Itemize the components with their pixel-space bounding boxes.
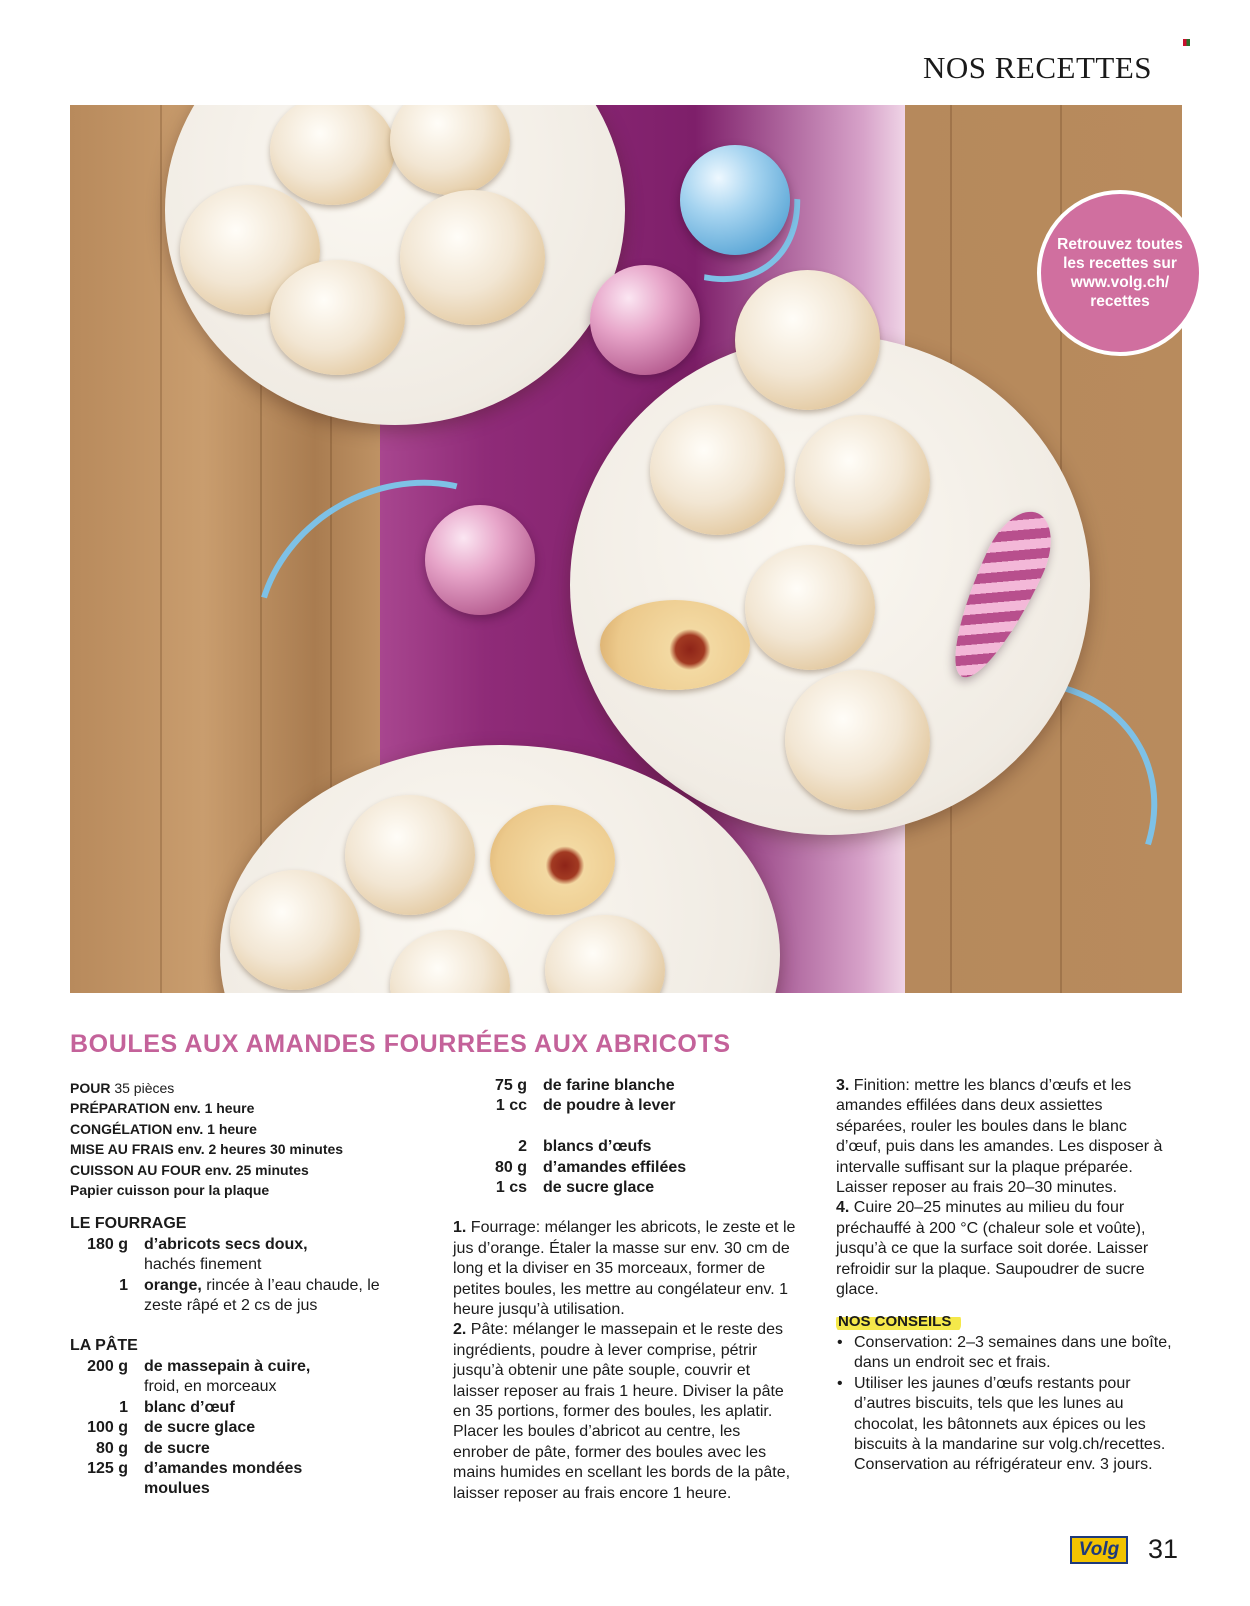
ingredient-row: 75 g de farine blanche (494, 1077, 675, 1094)
recipe-meta (70, 1078, 400, 1200)
cookie-halved (600, 600, 750, 690)
extra-ingredients (475, 1076, 686, 1198)
recipe-photo (70, 105, 1182, 993)
tip-item: • Utiliser les jaunes d’œufs restants pour d’autres biscuits, tels que les lunes au chocolat, les bâtonnets aux épices ou les biscuits à la mandarine sur volg.ch/recettes. Conservation au réfrigérateur env. 3 jours. (854, 1374, 1176, 1476)
ingredient-row: 80 g d’amandes effilées (494, 1158, 687, 1176)
cookie (345, 795, 475, 915)
flag-icon (1183, 33, 1190, 40)
cookie (795, 415, 930, 545)
filling-ingredients (70, 1235, 400, 1317)
ingredient-row: 125 g d’amandes mondées moulues (87, 1459, 303, 1498)
ingredient-row: 1 cc de poudre à lever (495, 1097, 676, 1115)
ingredient-row: 200 g de massepain à cuire, froid, en morceaux (87, 1357, 311, 1396)
cookie (745, 545, 875, 670)
ingredient-row: 100 g de sucre glace (87, 1419, 256, 1437)
ingredient-row: 1 orange, rincée à l’eau chaude, le zeste râpé et 2 cs de jus (119, 1276, 380, 1315)
meta-equipment: Papier cuisson pour la plaque (70, 1182, 270, 1199)
section-title: NOS RECETTES (922, 50, 1152, 85)
cookie (735, 270, 880, 410)
step-3: 3. Finition: mettre les blancs d’œufs et les amandes effilées dans deux assiettes séparées, rouler les boules dans le blanc d’œuf, puis dans les amandes. Les disposer à intervalle suffisant sur la plaque préparée. Laisser reposer au frais 20–30 minutes. (836, 1077, 1163, 1197)
dough-ingredients (70, 1357, 314, 1500)
step-4: 4. Cuire 20–25 minutes au milieu du four préchauffé à 200 °C (chaleur sole et voûte), jusqu’à ce que la surface soit dorée. Laisser refroidir sur la plaque. Saupoudrer de sucre glace. (836, 1199, 1149, 1299)
filling-heading: LE FOURRAGE (70, 1215, 187, 1233)
column-middle (453, 1076, 798, 1504)
ingredient-row: 180 g d’abricots secs doux, hachés finement (87, 1235, 308, 1274)
ingredient-row: 80 g de sucre (95, 1439, 210, 1457)
meta-baking: CUISSON AU FOUR env. 25 minutes (70, 1161, 309, 1178)
cookie (230, 870, 360, 990)
cookie (650, 405, 785, 535)
tip-item: • Conservation: 2–3 semaines dans une boîte, dans un endroit sec et frais. (854, 1333, 1176, 1374)
ingredient-row: 1 cs de sucre glace (495, 1179, 655, 1197)
pink-ornament (425, 505, 535, 615)
column-right (836, 1076, 1176, 1476)
column-left (70, 1078, 400, 1500)
volg-logo: Volg (1070, 1536, 1128, 1564)
step-1: 1. Fourrage: mélanger les abricots, le zeste et le jus d’orange. Étaler la masse sur env. 30 cm de long et la diviser en 35 morceaux, former de petites boules, les mettre au congélateur env. 1 heure jusqu’à utilisation. (453, 1219, 796, 1319)
meta-chilling: MISE AU FRAIS env. 2 heures 30 minutes (70, 1141, 344, 1158)
cookie (785, 670, 930, 810)
cookie (270, 260, 405, 375)
page-number: 31 (1148, 1534, 1179, 1564)
meta-preparation: PRÉPARATION env. 1 heure (70, 1100, 255, 1117)
tips-heading: NOS CONSEILS (836, 1312, 961, 1332)
recipe-title: BOULES AUX AMANDES FOURRÉES AUX ABRICOTS (70, 1030, 731, 1058)
blue-ornament (680, 145, 790, 255)
meta-freezing: CONGÉLATION env. 1 heure (70, 1120, 257, 1137)
dough-heading: LA PÂTE (70, 1337, 138, 1355)
pink-ornament (590, 265, 700, 375)
website-badge[interactable]: Retrouvez toutes les recettes sur www.volg.ch/ recettes (1037, 190, 1203, 356)
meta-servings: POUR 35 pièces (70, 1080, 175, 1096)
ingredient-row: 1 blanc d’œuf (119, 1398, 235, 1416)
ingredient-row: 2 blancs d’œufs (518, 1138, 652, 1156)
cookie-halved (490, 805, 615, 915)
tips-list (836, 1333, 1176, 1476)
cookie (400, 190, 545, 325)
step-2: 2. Pâte: mélanger le massepain et le reste des ingrédients, poudre à lever comprise, pétrir jusqu’à obtenir une pâte souple, couvrir et laisser reposer au frais 1 heure. Diviser la pâte en 35 portions, former des boules, les aplatir. Placer les boules d’abricot au centre, les enrober de pâte, former des boules avec les mains humides en scellant les bords de la pâte, laisser reposer au frais encore 1 heure. (453, 1321, 791, 1502)
